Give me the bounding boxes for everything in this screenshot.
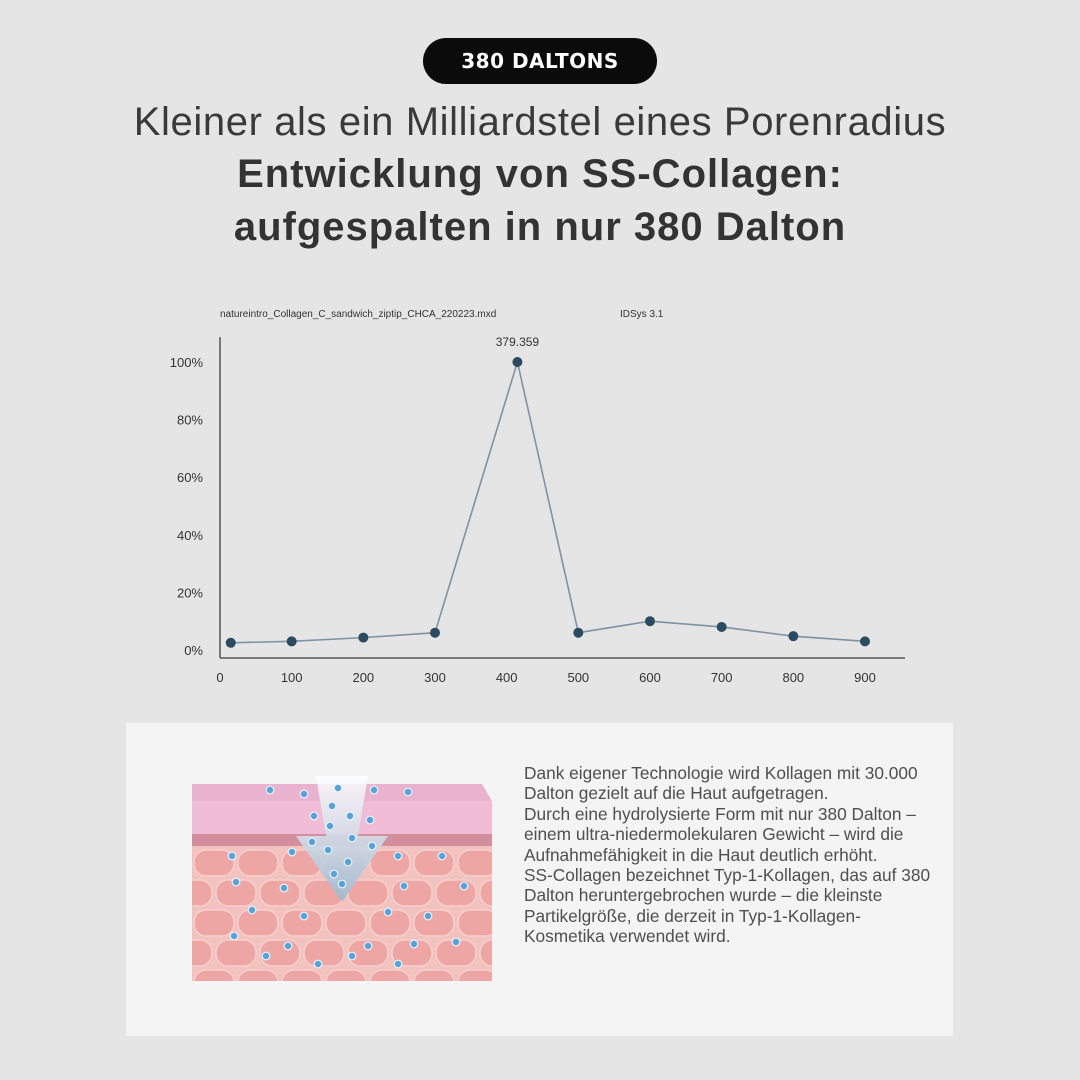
series-line [231, 362, 865, 643]
chart-file-label: natureintro_Collagen_C_sandwich_ziptip_CHCA_220223.mxd [220, 309, 497, 320]
x-tick-label: 0 [216, 670, 224, 685]
data-point [860, 636, 870, 646]
data-point [226, 638, 236, 648]
x-tick-label: 700 [710, 670, 733, 685]
data-point [430, 628, 440, 638]
data-point [287, 636, 297, 646]
x-tick-label: 300 [424, 670, 446, 685]
y-tick-label: 80% [176, 412, 203, 428]
x-tick-label: 800 [782, 670, 805, 685]
x-tick-label: 900 [854, 670, 876, 685]
headline-title-line-1: Entwicklung von SS-Collagen: [237, 152, 843, 196]
x-tick-label: 500 [567, 670, 590, 685]
data-point [717, 622, 727, 632]
x-tick-label: 400 [495, 670, 518, 685]
data-point [512, 357, 522, 367]
headline-subtitle: Kleiner als ein Milliardstel eines Porenradius [133, 100, 947, 144]
data-point [573, 628, 583, 638]
chart-software-label: IDSys 3.1 [620, 309, 664, 320]
y-tick-label: 60% [176, 470, 203, 486]
y-tick-label: 100% [169, 355, 203, 370]
mass-spectrum-chart [150, 300, 930, 700]
info-panel [126, 723, 953, 1036]
description-text [524, 763, 939, 947]
badge-380-daltons: 380 DALTONS [423, 38, 657, 84]
data-point [358, 633, 368, 643]
description-paragraph-1: Dank eigener Technologie wird Kollagen mit 30.000 Dalton gezielt auf die Haut aufgetragen. [524, 763, 918, 804]
description-paragraph-3: SS-Collagen bezeichnet Typ-1-Kollagen, das auf 380 Dalton heruntergebrochen wurde – die kleinste Partikelgröße, die derzeit in Typ-1-Kollagen-Kosmetika verwendet wird. [524, 865, 931, 947]
x-tick-label: 100 [280, 670, 303, 685]
skin-absorption-icon [192, 776, 492, 981]
peak-label: 379.359 [495, 335, 540, 349]
x-tick-label: 600 [639, 670, 661, 685]
x-tick-label: 200 [352, 670, 375, 685]
y-tick-label: 0% [184, 643, 203, 658]
y-tick-label: 20% [176, 585, 203, 601]
y-tick-label: 40% [176, 527, 203, 543]
data-point [645, 616, 655, 626]
description-paragraph-2: Durch eine hydrolysierte Form mit nur 380 Dalton – einem ultra-niedermolekularen Gewicht – wird die Aufnahmefähigkeit in die Haut deutlich erhöht. [524, 803, 916, 865]
data-point [788, 631, 798, 641]
headline-title-line-2: aufgespalten in nur 380 Dalton [233, 205, 847, 249]
